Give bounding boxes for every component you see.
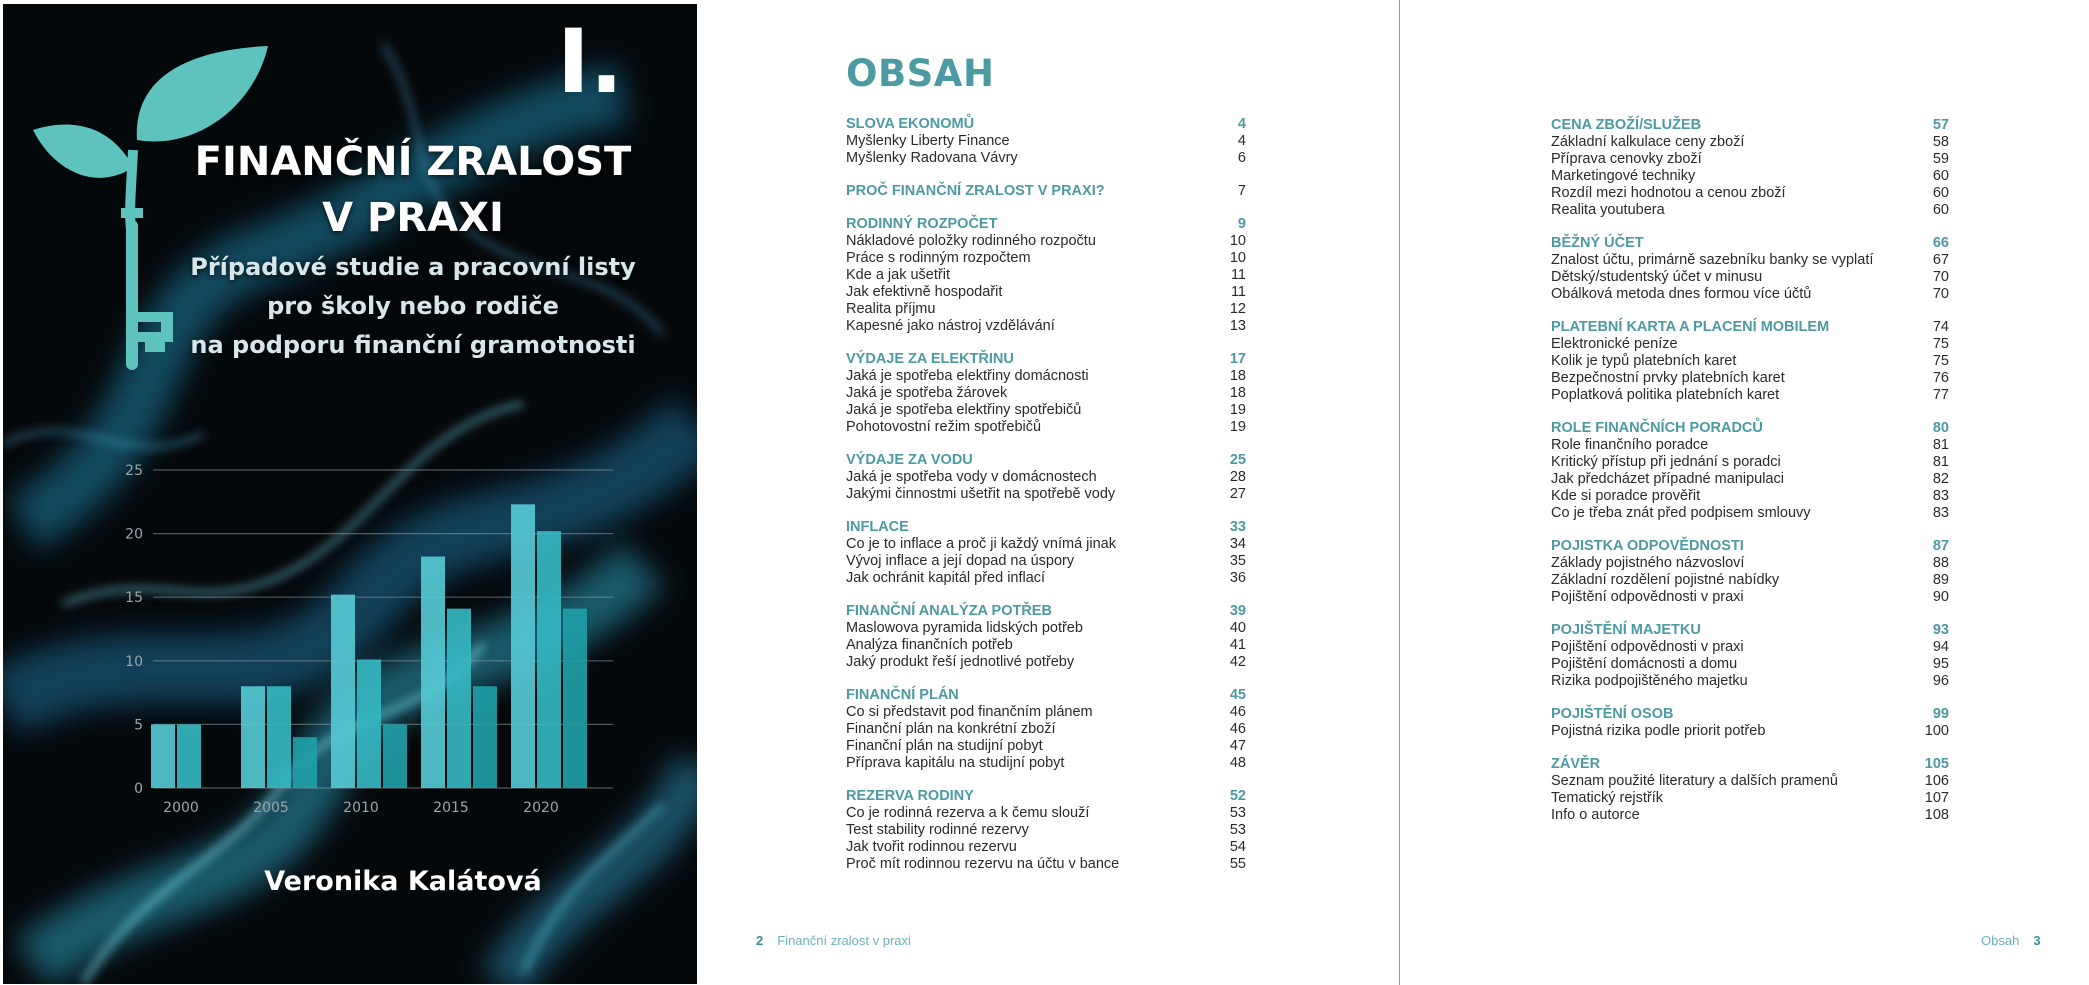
toc-entry-title: Jak ochránit kapitál před inflací <box>846 570 1046 586</box>
toc-page-number: 13 <box>1229 318 1246 334</box>
toc-page-number: 19 <box>1229 402 1246 418</box>
toc-page-number: 10 <box>1229 233 1246 249</box>
toc-page-number: 81 <box>1932 437 1949 453</box>
chart-y-tick-label: 0 <box>134 781 143 797</box>
toc-page-number: 87 <box>1932 538 1949 554</box>
chart-bar <box>331 595 355 788</box>
toc-entry-title: Finanční plán na konkrétní zboží <box>846 721 1056 737</box>
toc-section-title: SLOVA EKONOMŮ <box>846 116 975 132</box>
toc-page-number: 106 <box>1924 773 1949 789</box>
toc-entry-title: Jaká je spotřeba elektřiny domácnosti <box>846 368 1089 384</box>
toc-page-number: 27 <box>1229 486 1246 502</box>
toc-entry-title: Pojistná rizika podle priorit potřeb <box>1551 723 1766 739</box>
toc-section-heading[interactable] <box>1551 235 1949 252</box>
toc-page-number: 52 <box>1229 788 1246 804</box>
toc-page-number: 45 <box>1229 687 1246 703</box>
toc-page-number: 60 <box>1932 202 1949 218</box>
toc-entry[interactable] <box>846 419 1246 436</box>
toc-entry[interactable] <box>846 486 1246 503</box>
chart-x-tick-label: 2010 <box>343 800 379 816</box>
toc-entry-title: Co je rodinná rezerva a k čemu slouží <box>846 805 1090 821</box>
toc-entry-title: Myšlenky Radovana Vávry <box>846 150 1018 166</box>
toc-section <box>846 116 1246 167</box>
toc-section <box>1551 622 1949 690</box>
toc-entry-title: Příprava cenovky zboží <box>1551 151 1702 167</box>
running-title: Obsah <box>1981 933 2020 948</box>
toc-section <box>1551 235 1949 303</box>
toc-entry[interactable] <box>846 469 1246 486</box>
toc-page-number: 46 <box>1229 704 1246 720</box>
toc-entry[interactable] <box>846 620 1246 637</box>
toc-entry-title: Elektronické peníze <box>1551 336 1678 352</box>
page-gutter <box>1399 0 1400 985</box>
toc-section-title: PLATEBNÍ KARTA A PLACENÍ MOBILEM <box>1551 319 1830 335</box>
toc-entry[interactable] <box>1551 656 1949 673</box>
book-cover <box>3 4 697 984</box>
toc-entry[interactable] <box>846 284 1246 301</box>
toc-entry-title: Nákladové položky rodinného rozpočtu <box>846 233 1096 249</box>
toc-entry-title: Proč mít rodinnou rezervu na účtu v bance <box>846 856 1120 872</box>
toc-heading: OBSAH <box>846 52 995 95</box>
chart-bar <box>473 686 497 788</box>
toc-page-number: 70 <box>1932 269 1949 285</box>
toc-page-number: 76 <box>1932 370 1949 386</box>
toc-page-number: 53 <box>1229 822 1246 838</box>
toc-page-number: 35 <box>1229 553 1246 569</box>
toc-page-number: 18 <box>1229 385 1246 401</box>
toc-section-title: INFLACE <box>846 519 909 535</box>
toc-section <box>846 687 1246 772</box>
toc-entry[interactable] <box>846 536 1246 553</box>
toc-entry-title: Pohotovostní režim spotřebičů <box>846 419 1042 435</box>
toc-section-heading[interactable] <box>1551 706 1949 723</box>
toc-page-number: 94 <box>1932 639 1949 655</box>
toc-entry[interactable] <box>1551 471 1949 488</box>
toc-page-number: 11 <box>1230 284 1246 300</box>
toc-section-title: PROČ FINANČNÍ ZRALOST V PRAXI? <box>846 183 1105 199</box>
toc-entry-title: Jaká je spotřeba elektřiny spotřebičů <box>846 402 1082 418</box>
toc-section-heading[interactable] <box>1551 538 1949 555</box>
toc-page-number: 80 <box>1932 420 1949 436</box>
toc-page-number: 75 <box>1932 336 1949 352</box>
toc-page-number: 7 <box>1237 183 1246 199</box>
toc-entry[interactable] <box>1551 370 1949 387</box>
chart-x-tick-label: 2000 <box>163 800 199 816</box>
toc-section-heading[interactable] <box>846 216 1246 233</box>
toc-section-heading[interactable] <box>846 351 1246 368</box>
toc-page-number: 28 <box>1229 469 1246 485</box>
author-name: Veronika Kalátová <box>264 866 542 897</box>
chart-y-tick-label: 15 <box>125 590 143 607</box>
toc-entry[interactable] <box>1551 336 1949 353</box>
toc-entry[interactable] <box>1551 454 1949 471</box>
toc-section-title: POJIŠTĚNÍ OSOB <box>1551 706 1674 722</box>
toc-entry-title: Kde a jak ušetřit <box>846 267 950 283</box>
toc-entry[interactable] <box>1551 252 1949 269</box>
toc-section <box>1551 319 1949 404</box>
chart-x-tick-label: 2020 <box>523 800 559 816</box>
toc-entry-title: Jaký produkt řeší jednotlivé potřeby <box>846 654 1075 670</box>
toc-page-number: 54 <box>1229 839 1246 855</box>
toc-page-number: 95 <box>1932 656 1949 672</box>
toc-entry-title: Základy pojistného názvosloví <box>1551 555 1745 571</box>
toc-entry-title: Bezpečnostní prvky platebních karet <box>1551 370 1785 386</box>
toc-page-number: 10 <box>1229 250 1246 266</box>
toc-entry[interactable] <box>1551 134 1949 151</box>
toc-entry[interactable] <box>846 150 1246 167</box>
page-number: 2 <box>756 933 764 948</box>
page-footer-left <box>756 933 911 948</box>
chart-x-tick-label: 2015 <box>433 800 469 816</box>
chart-y-tick-label: 10 <box>125 653 143 670</box>
toc-column-left <box>846 116 1246 889</box>
toc-section-title: FINANČNÍ ANALÝZA POTŘEB <box>846 603 1052 619</box>
toc-page-number: 19 <box>1229 419 1246 435</box>
toc-entry-title: Marketingové techniky <box>1551 168 1696 184</box>
toc-page-number: 100 <box>1924 723 1949 739</box>
toc-entry[interactable] <box>1551 387 1949 404</box>
toc-page-number: 90 <box>1932 589 1949 605</box>
toc-page-number: 33 <box>1229 519 1246 535</box>
toc-section <box>846 452 1246 503</box>
toc-entry-title: Základní kalkulace ceny zboží <box>1551 134 1745 150</box>
chart-y-tick-label: 5 <box>134 717 143 734</box>
chart-bar <box>357 660 381 788</box>
toc-entry-title: Realita příjmu <box>846 301 936 317</box>
toc-page-number: 42 <box>1229 654 1246 670</box>
toc-entry[interactable] <box>1551 555 1949 572</box>
toc-section-heading[interactable] <box>846 788 1246 805</box>
toc-page-number: 81 <box>1932 454 1949 470</box>
toc-page-number: 17 <box>1229 351 1246 367</box>
cover-title-line: V PRAXI <box>322 195 504 241</box>
toc-entry-title: Kde si poradce prověřit <box>1551 488 1701 504</box>
toc-entry-title: Vývoj inflace a její dopad na úspory <box>846 553 1075 569</box>
toc-page-number: 9 <box>1237 216 1246 232</box>
toc-section <box>846 216 1246 335</box>
toc-entry[interactable] <box>1551 151 1949 168</box>
toc-entry[interactable] <box>1551 639 1949 656</box>
toc-entry-title: Seznam použité literatury a dalších pramenů <box>1551 773 1838 789</box>
toc-page-number: 4 <box>1237 116 1246 132</box>
toc-section <box>1551 706 1949 740</box>
toc-entry[interactable] <box>846 856 1246 873</box>
toc-entry[interactable] <box>846 704 1246 721</box>
toc-entry[interactable] <box>846 570 1246 587</box>
toc-page-number: 55 <box>1229 856 1246 872</box>
toc-section-heading[interactable] <box>846 603 1246 620</box>
toc-section-heading[interactable] <box>1551 756 1949 773</box>
toc-entry[interactable] <box>846 368 1246 385</box>
toc-entry-title: Obálková metoda dnes formou více účtů <box>1551 286 1812 302</box>
toc-page-number: 47 <box>1229 738 1246 754</box>
toc-section-title: POJIŠTĚNÍ MAJETKU <box>1551 622 1701 638</box>
toc-entry-title: Jakými činnostmi ušetřit na spotřebě vody <box>846 486 1116 502</box>
toc-entry-title: Test stability rodinné rezervy <box>846 822 1029 838</box>
chart-bar <box>267 686 291 788</box>
toc-entry-title: Tematický rejstřík <box>1551 790 1663 806</box>
toc-entry-title: Poplatková politika platebních karet <box>1551 387 1780 403</box>
chart-bar <box>383 724 407 788</box>
toc-page-number: 88 <box>1932 555 1949 571</box>
toc-entry[interactable] <box>846 318 1246 335</box>
toc-entry[interactable] <box>846 133 1246 150</box>
toc-entry[interactable] <box>846 402 1246 419</box>
cover-title <box>153 134 673 246</box>
toc-entry[interactable] <box>1551 589 1949 606</box>
toc-entry-title: Role finančního poradce <box>1551 437 1709 453</box>
toc-entry[interactable] <box>846 805 1246 822</box>
toc-entry[interactable] <box>846 738 1246 755</box>
toc-section-title: CENA ZBOŽÍ/SLUŽEB <box>1551 117 1702 133</box>
toc-page-number: 70 <box>1932 286 1949 302</box>
toc-page-number: 89 <box>1932 572 1949 588</box>
toc-entry-title: Kapesné jako nástroj vzdělávání <box>846 318 1055 334</box>
toc-entry[interactable] <box>1551 807 1949 824</box>
toc-page-number: 4 <box>1237 133 1246 149</box>
toc-section <box>1551 117 1949 219</box>
chart-bar <box>511 504 535 788</box>
toc-page-number: 58 <box>1932 134 1949 150</box>
toc-section-heading[interactable] <box>1551 117 1949 134</box>
toc-page-number: 6 <box>1237 150 1246 166</box>
toc-entry-title: Co si představit pod finančním plánem <box>846 704 1093 720</box>
toc-entry-title: Práce s rodinným rozpočtem <box>846 250 1031 266</box>
toc-page-number: 60 <box>1932 168 1949 184</box>
toc-entry[interactable] <box>846 250 1246 267</box>
page-number: 3 <box>2033 933 2041 948</box>
toc-entry-title: Rizika podpojištěného majetku <box>1551 673 1748 689</box>
chart-bar <box>537 531 561 788</box>
toc-entry[interactable] <box>1551 168 1949 185</box>
toc-entry[interactable] <box>1551 286 1949 303</box>
toc-page-number: 41 <box>1229 637 1246 653</box>
toc-section-heading[interactable] <box>846 116 1246 133</box>
toc-page-number: 74 <box>1932 319 1949 335</box>
cover-subtitle-line: na podporu finanční gramotnosti <box>190 331 636 359</box>
toc-entry[interactable] <box>1551 488 1949 505</box>
toc-section <box>1551 420 1949 522</box>
toc-section-heading[interactable] <box>1551 420 1949 437</box>
toc-section-title: VÝDAJE ZA VODU <box>846 452 973 468</box>
toc-entry[interactable] <box>846 385 1246 402</box>
toc-entry-title: Info o autorce <box>1551 807 1640 823</box>
toc-section-title: ROLE FINANČNÍCH PORADCŮ <box>1551 420 1763 436</box>
toc-page-number: 11 <box>1230 267 1246 283</box>
toc-entry-title: Jak efektivně hospodařit <box>846 284 1003 300</box>
toc-page-number: 67 <box>1932 252 1949 268</box>
toc-page-number: 36 <box>1229 570 1246 586</box>
toc-section-heading[interactable] <box>846 519 1246 536</box>
toc-entry[interactable] <box>846 839 1246 856</box>
toc-column-right <box>1551 117 1949 840</box>
toc-entry-title: Pojištění odpovědnosti v praxi <box>1551 589 1744 605</box>
toc-entry[interactable] <box>1551 673 1949 690</box>
toc-entry[interactable] <box>1551 505 1949 522</box>
toc-page-number: 105 <box>1924 756 1949 772</box>
toc-section <box>846 183 1246 200</box>
toc-page-number: 83 <box>1932 505 1949 521</box>
toc-entry[interactable] <box>1551 185 1949 202</box>
toc-page-number: 12 <box>1229 301 1246 317</box>
toc-page-number: 60 <box>1932 185 1949 201</box>
toc-page-number: 107 <box>1924 790 1949 806</box>
toc-entry[interactable] <box>846 637 1246 654</box>
toc-section <box>846 603 1246 671</box>
toc-entry-title: Co je třeba znát před podpisem smlouvy <box>1551 505 1811 521</box>
toc-section <box>1551 538 1949 606</box>
cover-subtitle <box>153 248 673 365</box>
toc-page-number: 18 <box>1229 368 1246 384</box>
toc-entry-title: Jaká je spotřeba vody v domácnostech <box>846 469 1097 485</box>
toc-page-number: 39 <box>1229 603 1246 619</box>
toc-page-number: 48 <box>1229 755 1246 771</box>
toc-section-heading[interactable] <box>1551 622 1949 639</box>
toc-entry-title: Pojištění odpovědnosti v praxi <box>1551 639 1744 655</box>
chart-bar <box>293 737 317 788</box>
toc-entry-title: Maslowova pyramida lidských potřeb <box>846 620 1083 636</box>
toc-entry[interactable] <box>1551 202 1949 219</box>
chart-bar <box>563 609 587 788</box>
chart-bar <box>421 556 445 788</box>
toc-entry[interactable] <box>1551 269 1949 286</box>
toc-entry-title: Pojištění domácnosti a domu <box>1551 656 1738 672</box>
cover-bar-chart <box>3 444 697 824</box>
toc-page-number: 108 <box>1924 807 1949 823</box>
toc-page-number: 57 <box>1932 117 1949 133</box>
toc-entry-title: Jak tvořit rodinnou rezervu <box>846 839 1017 855</box>
chart-bar <box>151 724 175 788</box>
toc-section-heading[interactable] <box>846 452 1246 469</box>
toc-entry[interactable] <box>846 553 1246 570</box>
toc-entry[interactable] <box>1551 723 1949 740</box>
cover-title-line: FINANČNÍ ZRALOST <box>194 139 632 185</box>
chart-bar <box>241 686 265 788</box>
volume-number: I. <box>557 10 624 113</box>
running-title: Finanční zralost v praxi <box>777 933 911 948</box>
toc-page-number: 82 <box>1932 471 1949 487</box>
toc-section-title: RODINNÝ ROZPOČET <box>846 216 998 232</box>
cover-subtitle-line: pro školy nebo rodiče <box>267 292 559 320</box>
toc-page-number: 40 <box>1229 620 1246 636</box>
toc-section-title: BĚŽNÝ ÚČET <box>1551 235 1644 251</box>
toc-entry[interactable] <box>1551 437 1949 454</box>
toc-page-number: 66 <box>1932 235 1949 251</box>
cover-subtitle-line: Případové studie a pracovní listy <box>190 253 636 281</box>
toc-page-number: 25 <box>1229 452 1246 468</box>
page-footer-right <box>1981 933 2041 948</box>
chart-bar <box>447 609 471 788</box>
toc-entry[interactable] <box>1551 790 1949 807</box>
toc-section <box>846 351 1246 436</box>
toc-entry-title: Základní rozdělení pojistné nabídky <box>1551 572 1780 588</box>
toc-section <box>846 788 1246 873</box>
toc-entry[interactable] <box>846 755 1246 772</box>
toc-entry-title: Rozdíl mezi hodnotou a cenou zboží <box>1551 185 1786 201</box>
chart-x-tick-label: 2005 <box>253 800 289 816</box>
toc-entry[interactable] <box>846 301 1246 318</box>
toc-entry-title: Jak předcházet případné manipulaci <box>1551 471 1784 487</box>
chart-y-tick-label: 25 <box>125 463 143 479</box>
toc-entry[interactable] <box>846 721 1246 738</box>
chart-bar <box>177 724 201 788</box>
toc-section-title: REZERVA RODINY <box>846 788 974 804</box>
toc-page-number: 59 <box>1932 151 1949 167</box>
toc-page-number: 75 <box>1932 353 1949 369</box>
toc-entry[interactable] <box>846 267 1246 284</box>
toc-page-number: 34 <box>1229 536 1246 552</box>
toc-entry[interactable] <box>846 822 1246 839</box>
toc-entry-title: Jaká je spotřeba žárovek <box>846 385 1008 401</box>
toc-entry-title: Kritický přístup při jednání s poradci <box>1551 454 1781 470</box>
toc-section-title: FINANČNÍ PLÁN <box>846 687 959 703</box>
toc-entry[interactable] <box>1551 572 1949 589</box>
toc-entry-title: Analýza finančních potřeb <box>846 637 1013 653</box>
toc-section-title: POJISTKA ODPOVĚDNOSTI <box>1551 538 1744 554</box>
toc-entry-title: Realita youtubera <box>1551 202 1665 218</box>
toc-page-number: 83 <box>1932 488 1949 504</box>
toc-entry-title: Myšlenky Liberty Finance <box>846 133 1010 149</box>
toc-page-number: 77 <box>1932 387 1949 403</box>
chart-y-tick-label: 20 <box>125 526 143 543</box>
toc-section-title: ZÁVĚR <box>1551 756 1601 772</box>
toc-page-number: 53 <box>1229 805 1246 821</box>
toc-page-number: 46 <box>1229 721 1246 737</box>
toc-entry[interactable] <box>1551 353 1949 370</box>
toc-section-heading[interactable] <box>1551 319 1949 336</box>
toc-entry-title: Příprava kapitálu na studijní pobyt <box>846 755 1065 771</box>
toc-section-heading[interactable] <box>846 687 1246 704</box>
toc-page-number: 96 <box>1932 673 1949 689</box>
toc-entry[interactable] <box>846 654 1246 671</box>
toc-section <box>846 519 1246 587</box>
toc-entry-title: Dětský/studentský účet v minusu <box>1551 269 1763 285</box>
toc-section-heading[interactable] <box>846 183 1246 200</box>
toc-entry[interactable] <box>1551 773 1949 790</box>
toc-page-number: 93 <box>1932 622 1949 638</box>
toc-page-number: 99 <box>1932 706 1949 722</box>
toc-entry-title: Finanční plán na studijní pobyt <box>846 738 1043 754</box>
toc-section <box>1551 756 1949 824</box>
toc-entry[interactable] <box>846 233 1246 250</box>
toc-entry-title: Kolik je typů platebních karet <box>1551 353 1737 369</box>
toc-section-title: VÝDAJE ZA ELEKTŘINU <box>846 351 1014 367</box>
toc-entry-title: Znalost účtu, primárně sazebníku banky se vyplatí <box>1551 252 1874 268</box>
toc-entry-title: Co je to inflace a proč ji každý vnímá jinak <box>846 536 1116 552</box>
